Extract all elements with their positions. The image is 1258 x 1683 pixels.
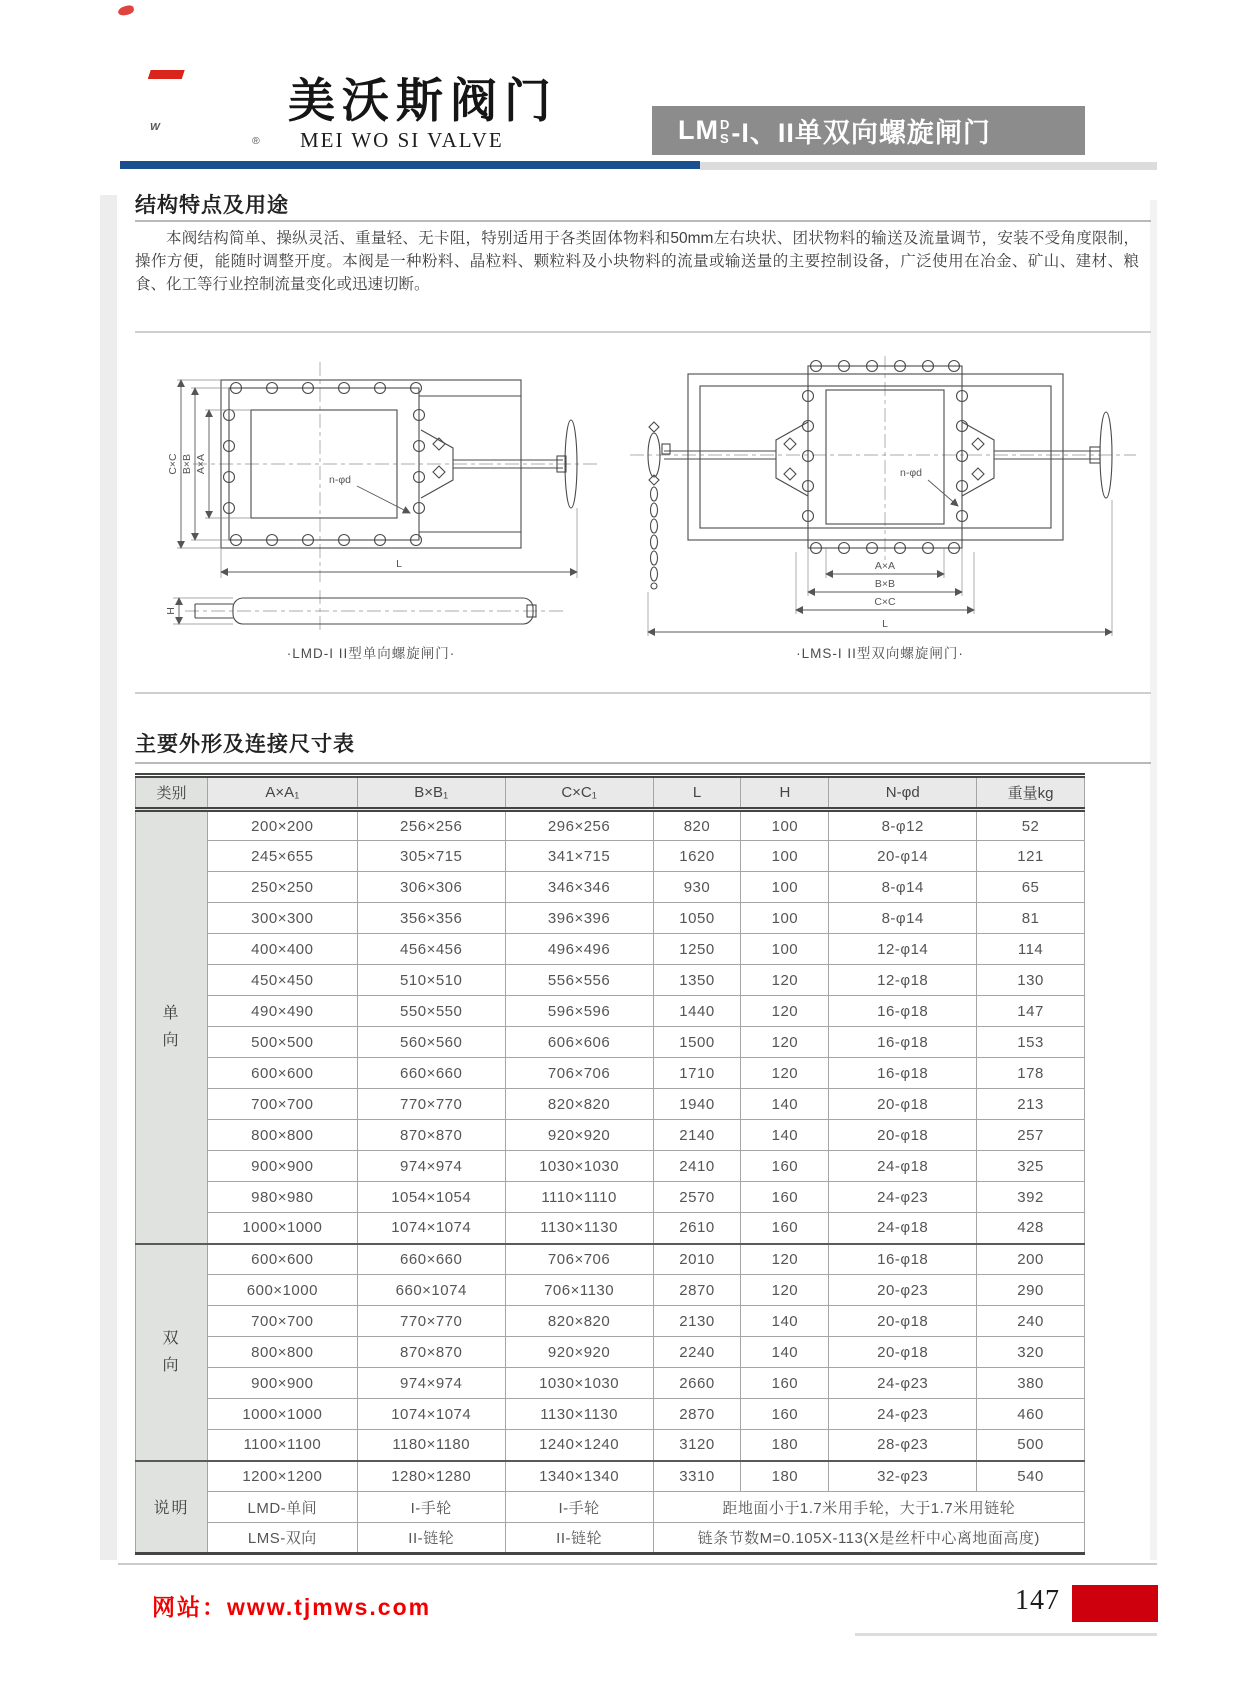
svg-text:W: W [150, 121, 160, 133]
dim-cell: 12-φ18 [829, 965, 977, 996]
dim-cell: 920×920 [505, 1120, 653, 1151]
page-number: 147 [1015, 1585, 1060, 1616]
dim-cell: 3120 [653, 1430, 741, 1461]
table-row [136, 1399, 1085, 1430]
dim-cell: 820×820 [505, 1089, 653, 1120]
dim-cell: 820×820 [505, 1306, 653, 1337]
dim-cell: 256×256 [357, 810, 505, 841]
dim-cell: 8-φ14 [829, 872, 977, 903]
dim-cell: 920×920 [505, 1337, 653, 1368]
dim-cell: 2010 [653, 1244, 741, 1275]
dim-cell: 706×1130 [505, 1275, 653, 1306]
dim-cell: 8-φ14 [829, 903, 977, 934]
dim-cell: 3310 [653, 1461, 741, 1492]
table-row [136, 1120, 1085, 1151]
dim-cell: 240 [977, 1306, 1085, 1337]
table-row [136, 1492, 1085, 1523]
dim-cell: 450×450 [207, 965, 357, 996]
dim-cell: 1350 [653, 965, 741, 996]
header-cxc: C×C₁ [505, 776, 653, 810]
dim-cell: 20-φ18 [829, 1337, 977, 1368]
dim-cell: 510×510 [357, 965, 505, 996]
dim-cell: 900×900 [207, 1151, 357, 1182]
table-header-row [136, 776, 1085, 810]
dim-cell: 250×250 [207, 872, 357, 903]
header-n-phi-d: N-φd [829, 776, 977, 810]
company-logo [148, 66, 278, 152]
dim-cell: 213 [977, 1089, 1085, 1120]
dim-cell: 120 [741, 965, 829, 996]
dim-cell: 700×700 [207, 1306, 357, 1337]
dim-cell: 130 [977, 965, 1085, 996]
dim-cell: 800×800 [207, 1337, 357, 1368]
dim-cell: 1200×1200 [207, 1461, 357, 1492]
table-row [136, 996, 1085, 1027]
dim-cell: 770×770 [357, 1306, 505, 1337]
dim-cell: 1440 [653, 996, 741, 1027]
dim-cell: 2870 [653, 1275, 741, 1306]
dim-cell: 121 [977, 841, 1085, 872]
dim-cell: 1500 [653, 1027, 741, 1058]
dim-cell: 305×715 [357, 841, 505, 872]
category-cell: 双 向 [136, 1244, 208, 1461]
dim-cell: 200×200 [207, 810, 357, 841]
dim-cell: 1074×1074 [357, 1213, 505, 1244]
table-row [136, 965, 1085, 996]
category-cell: 说明 [136, 1461, 208, 1554]
header-h: H [741, 776, 829, 810]
table-underline [135, 762, 1151, 764]
bolt-note-label: n-φd [329, 474, 351, 486]
dim-cell: 8-φ12 [829, 810, 977, 841]
dim-cell: 1050 [653, 903, 741, 934]
dim-cell: 180 [741, 1461, 829, 1492]
dim-cell: 700×700 [207, 1089, 357, 1120]
dim-cell: 65 [977, 872, 1085, 903]
dim-cell: 2410 [653, 1151, 741, 1182]
model-prefix: LM [678, 115, 719, 145]
dim-cell: 1000×1000 [207, 1213, 357, 1244]
dim-cell: 1110×1110 [505, 1182, 653, 1213]
dim-cell: 178 [977, 1058, 1085, 1089]
dim-cell: 490×490 [207, 996, 357, 1027]
dim-cell: 660×1074 [357, 1275, 505, 1306]
bolt-note-label: n-φd [900, 467, 922, 479]
header-axa: A×A₁ [207, 776, 357, 810]
table-row [136, 1368, 1085, 1399]
dim-cell: 20-φ23 [829, 1275, 977, 1306]
dim-cell: 32-φ23 [829, 1461, 977, 1492]
table-title: 主要外形及连接尺寸表 [135, 733, 355, 756]
table-row [136, 1337, 1085, 1368]
dim-cell: 560×560 [357, 1027, 505, 1058]
dim-l-label: L [396, 558, 402, 570]
dim-axa-label: A×A [874, 560, 896, 572]
dim-cell: 356×356 [357, 903, 505, 934]
dim-cell: 160 [741, 1399, 829, 1430]
brand-name-cn: 美沃斯阀门 [288, 74, 558, 129]
dim-cell: 2240 [653, 1337, 741, 1368]
dim-cell: 380 [977, 1368, 1085, 1399]
dim-cell: 1250 [653, 934, 741, 965]
page-edge-left [100, 195, 117, 1560]
dim-cell: 980×980 [207, 1182, 357, 1213]
dim-cell: 20-φ18 [829, 1120, 977, 1151]
model-ds-stack: D S [719, 116, 731, 146]
note-cell: LMS-双向 [207, 1523, 357, 1554]
dim-cell: 100 [741, 934, 829, 965]
page-number-red-block [1072, 1585, 1158, 1622]
dim-cell: 16-φ18 [829, 1058, 977, 1089]
dim-cell: 1130×1130 [505, 1399, 653, 1430]
dim-cell: 2610 [653, 1213, 741, 1244]
drawing-caption-right: ·LMS-I II型双向螺旋闸门· [796, 646, 964, 661]
header-rule [120, 161, 1157, 170]
dim-cell: 1074×1074 [357, 1399, 505, 1430]
table-row [136, 872, 1085, 903]
dim-cell: 600×600 [207, 1058, 357, 1089]
dim-cell: 2870 [653, 1399, 741, 1430]
dim-cell: 600×600 [207, 1244, 357, 1275]
dim-cell: 24-φ18 [829, 1213, 977, 1244]
dim-bxb-label: B×B [874, 578, 896, 590]
dim-cell: 1280×1280 [357, 1461, 505, 1492]
dim-cell: 600×1000 [207, 1275, 357, 1306]
dim-cell: 1054×1054 [357, 1182, 505, 1213]
dim-cell: 147 [977, 996, 1085, 1027]
dim-cell: 500 [977, 1430, 1085, 1461]
header-l: L [653, 776, 741, 810]
table-row [136, 1275, 1085, 1306]
footer-divider [118, 1563, 1157, 1565]
dim-cell: 1130×1130 [505, 1213, 653, 1244]
dim-cell: 120 [741, 1244, 829, 1275]
category-cell: 单 向 [136, 810, 208, 1244]
table-row [136, 1027, 1085, 1058]
dim-cell: 2140 [653, 1120, 741, 1151]
dim-l-label: L [882, 618, 888, 630]
table-row [136, 1058, 1085, 1089]
svg-text:®: ® [252, 135, 260, 147]
note-cell: LMD-单间 [207, 1492, 357, 1523]
drawing-lms-double [618, 352, 1148, 674]
header-bxb: B×B₁ [357, 776, 505, 810]
dim-cell: 540 [977, 1461, 1085, 1492]
dim-cell: 140 [741, 1089, 829, 1120]
dim-cell: 16-φ18 [829, 996, 977, 1027]
dim-h-label: H [165, 607, 177, 615]
dim-cell: 1620 [653, 841, 741, 872]
dim-cell: 800×800 [207, 1120, 357, 1151]
dim-cell: 1340×1340 [505, 1461, 653, 1492]
brand-name-en: MEI WO SI VALVE [300, 128, 504, 152]
dimension-table-body [136, 810, 1085, 1554]
features-body: 本阀结构简单、操纵灵活、重量轻、无卡阻，特别适用于各类固体物料和50mm左右块状、团状物料的输送及流量调节，安装不受角度限制，操作方便，能随时调整开度。本阀是一种粉料、晶粒料、颗粒料及小块物料的流量或输送量的主要控制设备，广泛使用在冶金、矿山、建材、粮食、化工等行业控制流量变化或迅速切断。 [135, 230, 1139, 293]
dim-cell: 2660 [653, 1368, 741, 1399]
dim-cell: 1940 [653, 1089, 741, 1120]
dim-cell: 290 [977, 1275, 1085, 1306]
dim-cell: 100 [741, 872, 829, 903]
divider-1 [135, 331, 1151, 333]
logo-w-icon [148, 66, 278, 152]
table-row [136, 1244, 1085, 1275]
drawing-caption-left: ·LMD-I II型单向螺旋闸门· [286, 646, 456, 661]
dim-cxc-label: C×C [167, 453, 179, 475]
note-cell: I-手轮 [357, 1492, 505, 1523]
dim-cell: 706×706 [505, 1058, 653, 1089]
website-label: 网站： [152, 1594, 227, 1620]
dim-cell: 296×256 [505, 810, 653, 841]
dim-cell: 120 [741, 1058, 829, 1089]
dim-cell: 306×306 [357, 872, 505, 903]
table-row [136, 1089, 1085, 1120]
dim-cell: 1240×1240 [505, 1430, 653, 1461]
dim-cell: 16-φ18 [829, 1027, 977, 1058]
scan-mark [117, 4, 135, 16]
features-underline [135, 220, 1151, 222]
technical-drawings [133, 352, 1153, 684]
table-row [136, 810, 1085, 841]
dim-cell: 153 [977, 1027, 1085, 1058]
dim-cell: 770×770 [357, 1089, 505, 1120]
dimension-table [135, 773, 1085, 1555]
model-suffix: -I、II单双向螺旋闸门 [731, 118, 991, 148]
table-row [136, 934, 1085, 965]
dim-cell: 100 [741, 841, 829, 872]
dim-cell: 200 [977, 1244, 1085, 1275]
dim-cell: 120 [741, 996, 829, 1027]
table-row [136, 841, 1085, 872]
dim-axa-label: A×A [195, 453, 207, 475]
dim-cell: 81 [977, 903, 1085, 934]
dim-cell: 460 [977, 1399, 1085, 1430]
dim-cell: 556×556 [505, 965, 653, 996]
dim-cell: 400×400 [207, 934, 357, 965]
dim-cell: 550×550 [357, 996, 505, 1027]
dim-cell: 392 [977, 1182, 1085, 1213]
table-row [136, 1213, 1085, 1244]
chain [651, 487, 658, 589]
header-rule-blue [120, 161, 700, 169]
dim-cell: 160 [741, 1368, 829, 1399]
dim-cell: 900×900 [207, 1368, 357, 1399]
header-weight: 重量kg [977, 776, 1085, 810]
dim-cell: 930 [653, 872, 741, 903]
dim-cell: 2130 [653, 1306, 741, 1337]
dim-cell: 1000×1000 [207, 1399, 357, 1430]
dim-cell: 24-φ23 [829, 1399, 977, 1430]
dim-cell: 870×870 [357, 1337, 505, 1368]
dim-cell: 300×300 [207, 903, 357, 934]
dim-cell: 974×974 [357, 1151, 505, 1182]
dim-cell: 870×870 [357, 1120, 505, 1151]
dim-cxc-label: C×C [874, 596, 896, 608]
dim-cell: 974×974 [357, 1368, 505, 1399]
dim-cell: 24-φ23 [829, 1182, 977, 1213]
dim-cell: 52 [977, 810, 1085, 841]
dim-cell: 325 [977, 1151, 1085, 1182]
dim-cell: 496×496 [505, 934, 653, 965]
table-row [136, 903, 1085, 934]
dim-cell: 1030×1030 [505, 1368, 653, 1399]
table-row [136, 1461, 1085, 1492]
dim-cell: 114 [977, 934, 1085, 965]
dim-cell: 660×660 [357, 1058, 505, 1089]
dim-cell: 660×660 [357, 1244, 505, 1275]
dim-cell: 346×346 [505, 872, 653, 903]
dim-cell: 12-φ14 [829, 934, 977, 965]
table-row [136, 1151, 1085, 1182]
dim-cell: 24-φ23 [829, 1368, 977, 1399]
dim-cell: 120 [741, 1275, 829, 1306]
dim-cell: 820 [653, 810, 741, 841]
dim-cell: 341×715 [505, 841, 653, 872]
dim-cell: 100 [741, 810, 829, 841]
dim-cell: 180 [741, 1430, 829, 1461]
dim-cell: 596×596 [505, 996, 653, 1027]
dim-cell: 160 [741, 1213, 829, 1244]
dim-cell: 16-φ18 [829, 1244, 977, 1275]
note-cell: I-手轮 [505, 1492, 653, 1523]
dim-cell: 456×456 [357, 934, 505, 965]
drawing-lmd-single [133, 352, 618, 674]
model-banner [652, 106, 1085, 155]
dim-cell: 428 [977, 1213, 1085, 1244]
table-row [136, 1306, 1085, 1337]
note-cell: 距地面小于1.7米用手轮，大于1.7米用链轮 [653, 1492, 1084, 1523]
header-rule-gray [700, 162, 1157, 170]
header-category: 类别 [136, 776, 208, 810]
note-cell: II-链轮 [505, 1523, 653, 1554]
dim-cell: 100 [741, 903, 829, 934]
dim-cell: 20-φ18 [829, 1089, 977, 1120]
dim-cell: 140 [741, 1120, 829, 1151]
dim-cell: 1710 [653, 1058, 741, 1089]
dim-cell: 1030×1030 [505, 1151, 653, 1182]
dim-cell: 245×655 [207, 841, 357, 872]
dim-cell: 160 [741, 1151, 829, 1182]
dim-cell: 1180×1180 [357, 1430, 505, 1461]
dim-cell: 396×396 [505, 903, 653, 934]
dim-cell: 24-φ18 [829, 1151, 977, 1182]
dim-cell: 20-φ14 [829, 841, 977, 872]
dim-cell: 257 [977, 1120, 1085, 1151]
table-row [136, 1523, 1085, 1554]
features-title: 结构特点及用途 [135, 194, 289, 217]
dim-cell: 140 [741, 1337, 829, 1368]
dim-bxb-label: B×B [181, 453, 193, 475]
dim-cell: 160 [741, 1182, 829, 1213]
dim-cell: 2570 [653, 1182, 741, 1213]
footer-subline [855, 1633, 1157, 1636]
dim-cell: 28-φ23 [829, 1430, 977, 1461]
note-cell: II-链轮 [357, 1523, 505, 1554]
dim-cell: 706×706 [505, 1244, 653, 1275]
dim-cell: 606×606 [505, 1027, 653, 1058]
website-url: www.tjmws.com [227, 1594, 432, 1620]
website-text [152, 1589, 431, 1622]
table-row [136, 1430, 1085, 1461]
dim-cell: 320 [977, 1337, 1085, 1368]
divider-2 [135, 692, 1151, 694]
dim-cell: 20-φ18 [829, 1306, 977, 1337]
dim-cell: 120 [741, 1027, 829, 1058]
dim-cell: 140 [741, 1306, 829, 1337]
dim-cell: 1100×1100 [207, 1430, 357, 1461]
table-row [136, 1182, 1085, 1213]
note-cell: 链条节数M=0.105X-113(X是丝杆中心离地面高度) [653, 1523, 1084, 1554]
dim-cell: 500×500 [207, 1027, 357, 1058]
